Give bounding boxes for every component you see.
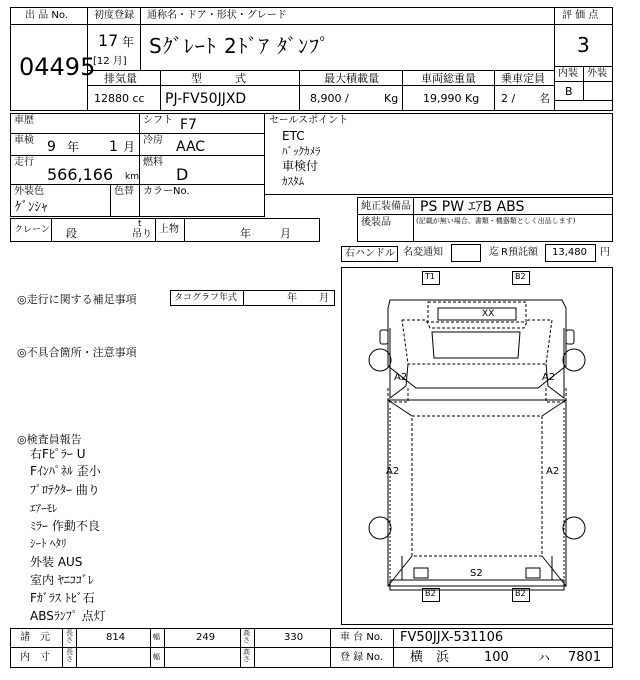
aftermarket-label-cell (357, 214, 414, 242)
damage-diagram-frame (341, 267, 613, 625)
shift-label: シフト (143, 115, 173, 126)
tail-right (526, 568, 540, 578)
tail-left (414, 568, 428, 578)
height-label: 高さ (243, 629, 250, 644)
dump-label-cell (155, 218, 185, 242)
std-equip-cell (413, 197, 613, 215)
sales-points-label: セールスポイント (269, 115, 349, 126)
max-load-label: 最大積載量 (324, 72, 379, 85)
shift: F7 (180, 117, 197, 133)
fuel-label: 燃料 (143, 157, 163, 168)
interior-dims-label: 内 寸 (20, 652, 50, 663)
plate-kana: ハ (538, 651, 551, 665)
car-name-label-cell (140, 7, 555, 25)
footer-col-sep (76, 628, 77, 668)
displacement-label: 排気量 (104, 72, 137, 85)
grade-title: Sｸﾞﾚｰﾄ 2ﾄﾞｱ ﾀﾞﾝﾌﾟ (149, 34, 331, 58)
damage-mark-a2-front-left: A2 (394, 372, 408, 383)
footer-col-sep (254, 628, 255, 668)
in-height-label: 高さ (243, 648, 250, 663)
length: 814 (106, 632, 126, 643)
inspection-year-unit: 年 (67, 140, 80, 154)
capacity: 2 / (501, 92, 516, 105)
ac-cell (139, 133, 265, 156)
inspection-label: 車検 (14, 135, 34, 146)
in-width-label: 幅 (153, 653, 160, 661)
eval-score-cell (554, 24, 613, 67)
footer-col-sep (164, 628, 165, 668)
first-reg-cell (87, 24, 141, 71)
bed-body (388, 400, 566, 586)
dims-label: 諸 元 (20, 632, 50, 643)
front-bumper (428, 302, 526, 322)
footer-frame (10, 628, 613, 668)
history-label: 車歴 (14, 115, 34, 126)
max-load: 8,900 / (310, 92, 349, 105)
footer-col-sep (393, 628, 394, 668)
dump-label: 上物 (159, 224, 179, 235)
crane-stage: 段 (66, 227, 77, 240)
mileage-unit: km (125, 172, 139, 182)
damage-mark-s2: S2 (470, 568, 483, 579)
width-label: 幅 (153, 633, 160, 641)
plate-region: 横 浜 (410, 650, 450, 665)
displacement-cell (87, 85, 161, 111)
right-hand-cell (341, 246, 398, 262)
inspector-report-item: 右Fﾋﾟﾗｰ U (30, 447, 86, 461)
sales-point-item: ﾊﾞｯｸｶﾒﾗ (282, 145, 321, 158)
lot-no-label-cell (10, 7, 88, 25)
std-equip-label-cell (357, 197, 414, 215)
name-change-label: 名変通知 (403, 247, 443, 258)
ac-label: 冷房 (143, 135, 163, 146)
interior-label-cell (554, 66, 584, 82)
damage-mark-b2-bottom-right (512, 588, 530, 602)
model: PJ-FV50JJXD (165, 91, 247, 107)
inner-windshield (432, 332, 520, 358)
inspector-report-item: ﾐﾗｰ 作動不良 (30, 519, 100, 533)
inspector-report-item: Fｲﾝﾊﾟﾈﾙ 歪小 (30, 464, 101, 478)
r-extract-cell (545, 244, 596, 262)
exterior-grade-cell (583, 81, 613, 101)
displacement: 12880 cc (94, 92, 145, 105)
r-extract-unit: 円 (600, 247, 610, 258)
crane-label: クレーン (14, 225, 50, 235)
footer-col-sep (330, 628, 331, 668)
first-reg-label-cell (87, 7, 141, 25)
tachograph-label-cell (170, 290, 244, 306)
first-reg-month: [12 月] (93, 56, 127, 67)
left-mirror (380, 330, 388, 344)
inspector-report-item: ｴｱｰﾓﾚ (30, 502, 58, 515)
displacement-label-cell (87, 70, 161, 86)
ext-color-cell (10, 184, 111, 217)
lot-no-label: 出 品 No. (25, 10, 68, 21)
inspector-report-item: ﾌﾟﾛﾃｸﾀｰ 曲り (30, 483, 100, 497)
r-extract-label: R預託額 (501, 247, 538, 258)
color-no-label: カラーNo. (143, 186, 190, 197)
tachograph-year: 年 (287, 293, 297, 304)
mileage-cell (10, 155, 140, 185)
aftermarket-cell (413, 214, 613, 242)
interior-label: 内装 (558, 68, 578, 79)
lot-no: 04495 (19, 53, 96, 81)
front-grille (438, 308, 516, 320)
name-change-box (451, 244, 481, 262)
damage-mark-b2-bottom-left-text: B2 (425, 589, 436, 598)
sales-point-item: 車検付 (282, 159, 319, 173)
inspector-report-label: ◎検査員報告 (17, 433, 82, 446)
capacity-cell (494, 85, 555, 111)
chassis-label: 車 台 No. (340, 632, 383, 643)
tachograph-month: 月 (319, 293, 329, 304)
inspection-cell (10, 133, 140, 156)
inspection-month-unit: 月 (123, 140, 136, 154)
aftermarket-note: (記載が無い場合、書類・機器類としく出品します) (416, 217, 576, 225)
exterior-label: 外装 (587, 68, 607, 79)
inspector-report-item: Fｶﾞﾗｽ ﾄﾋﾞ石 (30, 591, 95, 605)
max-load-label-cell (299, 70, 403, 86)
lot-no-cell (10, 24, 96, 111)
ac: AAC (176, 139, 206, 155)
damage-mark-a2-mid-right: A2 (546, 466, 560, 477)
inspector-report-item: ABSﾗﾝﾌﾟ 点灯 (30, 609, 106, 623)
inspector-report-item: 外装 AUS (30, 555, 83, 569)
length-label: 長さ (66, 629, 73, 644)
footer-divider (10, 647, 613, 648)
damage-mark-b2-top-text: B2 (515, 272, 526, 281)
fuel: D (176, 165, 189, 184)
model-label: 型 式 (191, 72, 246, 85)
mileage-label: 走行 (14, 157, 34, 168)
damage-mark-t1-text: T1 (425, 272, 435, 281)
sales-point-item: ｶｽﾀﾑ (282, 175, 304, 188)
crane-label-cell (10, 218, 52, 242)
first-reg-label: 初度登録 (94, 10, 134, 21)
ext-color: ｹﾞﾝｼｬ (15, 200, 48, 215)
capacity-label-cell (494, 70, 555, 86)
in-length-label: 長さ (66, 648, 73, 663)
bed-corner-bl (388, 556, 412, 586)
color-change-cell (110, 184, 140, 217)
first-reg-year: 17 (98, 31, 119, 50)
std-equip-label: 純正装備品 (361, 201, 411, 212)
damage-mark-a2-mid-left: A2 (386, 466, 400, 477)
shift-cell (139, 113, 265, 134)
crane-ton: t (138, 219, 142, 229)
gross-weight-label: 車両総重量 (421, 72, 476, 85)
damage-mark-b2-bottom-left (422, 588, 440, 602)
damage-mark-b2-top (512, 271, 530, 285)
crane-hoist: 吊り (132, 229, 152, 240)
footer-col-sep (150, 628, 151, 668)
color-no-cell (139, 184, 265, 217)
damage-mark-t1 (422, 271, 440, 285)
capacity-label: 乗車定員 (501, 72, 545, 85)
rear-bumper (390, 580, 564, 590)
eval-score: 3 (577, 33, 590, 57)
height: 330 (284, 632, 304, 643)
grade-cell (140, 24, 555, 71)
interior-grade: B (565, 85, 573, 98)
gross-weight-cell (402, 85, 495, 111)
fuel-cell (139, 155, 265, 185)
running-notes-label: ◎走行に関する補足事項 (17, 293, 137, 306)
sales-point-item: ETC (282, 129, 305, 143)
interior-grade-cell (554, 81, 584, 101)
max-load-cell (299, 85, 403, 111)
right-door (546, 328, 564, 398)
plate-label: 登 録 No. (340, 652, 383, 663)
footer-col-sep (240, 628, 241, 668)
model-label-cell (160, 70, 300, 86)
capacity-unit: 名 (539, 92, 550, 105)
inspection-month: 1 (109, 139, 118, 155)
first-reg-year-unit: 年 (122, 35, 135, 49)
history-cell (10, 113, 140, 134)
r-extract-value: 13,480 (552, 247, 587, 258)
exterior-label-cell (583, 66, 613, 82)
cab-outline (388, 300, 566, 388)
eval-label-cell (554, 7, 613, 25)
dump-year: 年 (240, 227, 251, 240)
left-door (390, 328, 408, 398)
width: 249 (196, 632, 216, 643)
bed-inner (412, 416, 542, 556)
plate-number: 7801 (568, 650, 602, 665)
bed-corner-br (542, 556, 566, 586)
name-change-unit: 迄 (489, 247, 499, 258)
car-name-label: 通称名・ドア・形状・グレード (147, 10, 287, 21)
damage-mark-xx: XX (482, 309, 495, 319)
chassis: FV50JJX-531106 (400, 630, 504, 645)
windshield (402, 320, 552, 364)
right-hand-label: 右ハンドル (345, 248, 395, 259)
inspector-report-item: 室内 ﾔﾆｺｺﾞﾚ (30, 573, 94, 587)
max-load-unit: Kg (384, 92, 399, 105)
color-change-label: 色替 (114, 186, 134, 197)
footer-col-sep (62, 628, 63, 668)
right-mirror (566, 330, 574, 344)
damage-mark-a2-front-right: A2 (542, 372, 556, 383)
eval-label: 評 価 点 (562, 10, 599, 21)
mileage: 566,166 (47, 165, 114, 184)
ext-color-label: 外装色 (14, 186, 44, 197)
gross-weight: 19,990 Kg (423, 92, 480, 105)
damage-mark-b2-bottom-right-text: B2 (515, 589, 526, 598)
inspector-report-item: ｼｰﾄ ﾍﾀﾘ (30, 537, 67, 550)
model-cell (160, 85, 300, 111)
aftermarket-label: 後装品 (361, 217, 391, 228)
gross-weight-label-cell (402, 70, 495, 86)
inspection-year: 9 (47, 139, 56, 155)
sales-points-cell (264, 113, 613, 195)
plate-class: 100 (484, 650, 509, 665)
tachograph-label: タコグラフ年式 (174, 293, 238, 303)
std-equip: PS PW ｴｱB ABS (420, 199, 525, 215)
defects-label: ◎不具合箇所・注意事項 (17, 346, 137, 359)
dump-month: 月 (280, 227, 291, 240)
